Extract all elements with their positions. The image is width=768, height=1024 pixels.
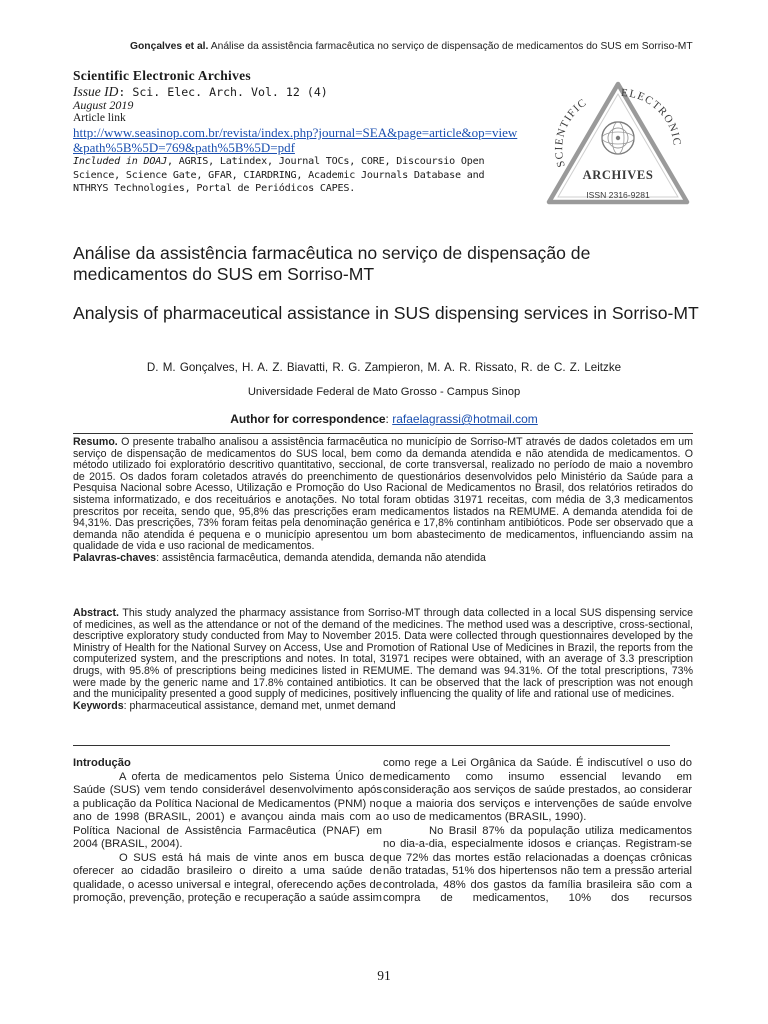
abstract-label: Abstract. [73, 607, 119, 619]
section-heading-introducao: Introdução [73, 757, 131, 769]
divider [73, 433, 693, 434]
body-paragraph: como rege a Lei Orgânica da Saúde. É indiscutível o uso do medicamento como insumo essencial levando em consideração aos serviços de saúde prestados, ao considerar que a maioria dos serviços e intervenções de saúde envolve o uso de medicamentos (BRASIL, 1990). [383, 757, 692, 824]
correspondence-line: Author for correspondence: rafaelagrassi@hotmail.com [230, 412, 538, 426]
resumo-text: O presente trabalho analisou a assistência farmacêutica no município de Sorriso-MT através de dados coletados em um serviço de dispensação de medicamentos do SUS local, bem como da demanda atendida e não atendida de medicamentos. O método utilizado foi exploratório descritivo quantitativo, seccional, de corte transversal, realizado no período de maio a novembro de 2015. Os dados foram coletados através do preenchimento de questionários desenvolvidos pelo Ministério da Saúde para a Pesquisa Nacional sobre Acesso, Utilização e Promoção do Uso Racional de Medicamentos no Brasil, dos relatórios retirados do sistema informatizado, e dos receituários e anotações. No total foram obtidas 31971 receitas, com média de 3,3 medicamentos prescritos por receita, sendo que, 95,8% das prescrições eram medicamentos listados na REMUME. A demanda atendida foi de 94,31%. Das prescrições, 73% foram feitas pela denominação genérica e 17,8% continham antibióticos. Pode ser observado que a demanda não atendida é pequena e o município apresentou um bom abastecimento de medicamentos, influenciando assim na qualidade de vida e uso racional de medicamentos. [73, 436, 693, 553]
journal-info [73, 68, 533, 196]
body-column-left [73, 757, 382, 906]
issue-line [73, 85, 533, 99]
divider [73, 745, 670, 746]
article-link-label: Article link [73, 112, 126, 124]
logo-word-electronic: ELECTRONIC [620, 86, 683, 148]
logo-issn: ISSN 2316-9281 [586, 190, 650, 200]
article-title-pt: Análise da assistência farmacêutica no serviço de dispensação de medicamentos do SUS em Sorriso-MT [73, 243, 591, 284]
body-column-right [383, 757, 692, 906]
affiliation: Universidade Federal de Mato Grosso - Campus Sinop [247, 386, 521, 398]
issue-label: Issue ID [73, 84, 119, 99]
journal-name: Scientific Electronic Archives [73, 68, 251, 83]
abstract-text: This study analyzed the pharmacy assistance from Sorriso-MT through data collected in a local SUS dispensing service of medicines, as well as the attendance or not of the demand of the medicines. The method used was a descriptive, cross-sectional, descriptive exploratory study conducted from May to November 2015. Data were collected through questionnaires developed by the Ministry of Health for the National Survey on Access, Use and Promotion of Rational Use of Medicines in Brazil, the reports from the computerized system, and the prescriptions and notes. In total, 31971 recipes were obtained, with an average of 3.3 prescription drugs, with 95.8% of prescriptions being medicines listed in REMUME. The demand was 94.31%. Of the total prescriptions, 73% were made by the generic name and 17.8% contained antibiotics. It can be observed that the lack of prescription was not enough and the municipality presented a good supply of medicines, positively influencing the quality of life and rational use of medicines. [73, 607, 693, 701]
body-paragraph: No Brasil 87% da população utiliza medicamentos no dia-a-dia, especialmente idosos e crianças. Registram-se que 72% das mortes estão relacionadas a doenças crônicas não tratadas, 51% dos hipertensos não tem a pressão arterial controlada, 48% dos gastos da família brasileira são com a compra de medicamentos, 10% dos recursos [383, 824, 692, 905]
logo-word-scientific: SCIENTIFIC [553, 96, 590, 169]
abstract-block [73, 608, 693, 712]
abstract-keywords-label: Keywords [73, 699, 124, 712]
journal-logo [543, 78, 693, 220]
abstract-keywords [73, 701, 693, 713]
body-paragraph: A oferta de medicamentos pelo Sistema Único de Saúde (SUS) vem tendo considerável desenvolvimento após a publicação da Política Nacional de Medicamentos (PNM) no ano de 1998 (BRASIL, 2001) e avançou ainda mais com a Política Nacional de Assistência Farmacêutica (PNAF) em 2004 (BRASIL, 2004). [73, 770, 382, 851]
issue-value: : Sci. Elec. Arch. Vol. 12 (4) [118, 85, 328, 99]
resumo-label: Resumo. [73, 436, 118, 448]
running-header-title: Análise da assistência farmacêutica no serviço de dispensação de medicamentos do SUS em Sorriso-MT [210, 41, 693, 52]
resumo-paragraph [73, 437, 693, 553]
article-link[interactable]: http://www.seasinop.com.br/revista/index.php?journal=SEA&page=article&op=view&path%5B%5D=769&path%5B%5D=pdf [73, 125, 518, 155]
author-list: D. M. Gonçalves, H. A. Z. Biavatti, R. G. Zampieron, M. A. R. Rissato, R. de C. Z. Leitzke [146, 361, 622, 374]
body-paragraph: O SUS está há mais de vinte anos em busca de oferecer ao cidadão brasileiro o direito a uma saúde de qualidade, o acesso universal e integral, oferecendo ações de promoção, prevenção, proteção e recuperação a saúde assim [73, 851, 382, 905]
journal-date: August 2019 [73, 98, 134, 112]
logo-word-archives: ARCHIVES [582, 168, 654, 182]
running-header [130, 41, 730, 52]
article-title-en: Analysis of pharmaceutical assistance in SUS dispensing services in Sorriso-MT [73, 303, 699, 323]
correspondence-email-link[interactable]: rafaelagrassi@hotmail.com [392, 412, 538, 426]
logo-emblem-icon [602, 122, 634, 154]
resumo-keywords [73, 553, 693, 565]
resumo-keywords-text: : assistência farmacêutica, demanda atendida, demanda não atendida [156, 551, 486, 564]
page-number: 91 [377, 968, 391, 983]
logo-triangle [549, 84, 687, 202]
correspondence-label: Author for correspondence [230, 412, 386, 426]
indexing-label: Included in DOAJ [73, 156, 168, 167]
abstract-keywords-text: : pharmaceutical assistance, demand met, unmet demand [123, 699, 396, 712]
indexing-list [73, 155, 525, 196]
resumo-block [73, 437, 693, 565]
abstract-paragraph [73, 608, 693, 701]
resumo-keywords-label: Palavras-chaves [73, 551, 157, 564]
running-header-authors: Gonçalves et al. [130, 41, 209, 52]
indexing-rest: , AGRIS, Latindex, Journal TOCs, CORE, Discoursio Open Science, Science Gate, GFAR, CIARDRING, Academic Journals Database and NTHRYS Technologies, Portal de Periódicos CAPES. [73, 156, 485, 194]
